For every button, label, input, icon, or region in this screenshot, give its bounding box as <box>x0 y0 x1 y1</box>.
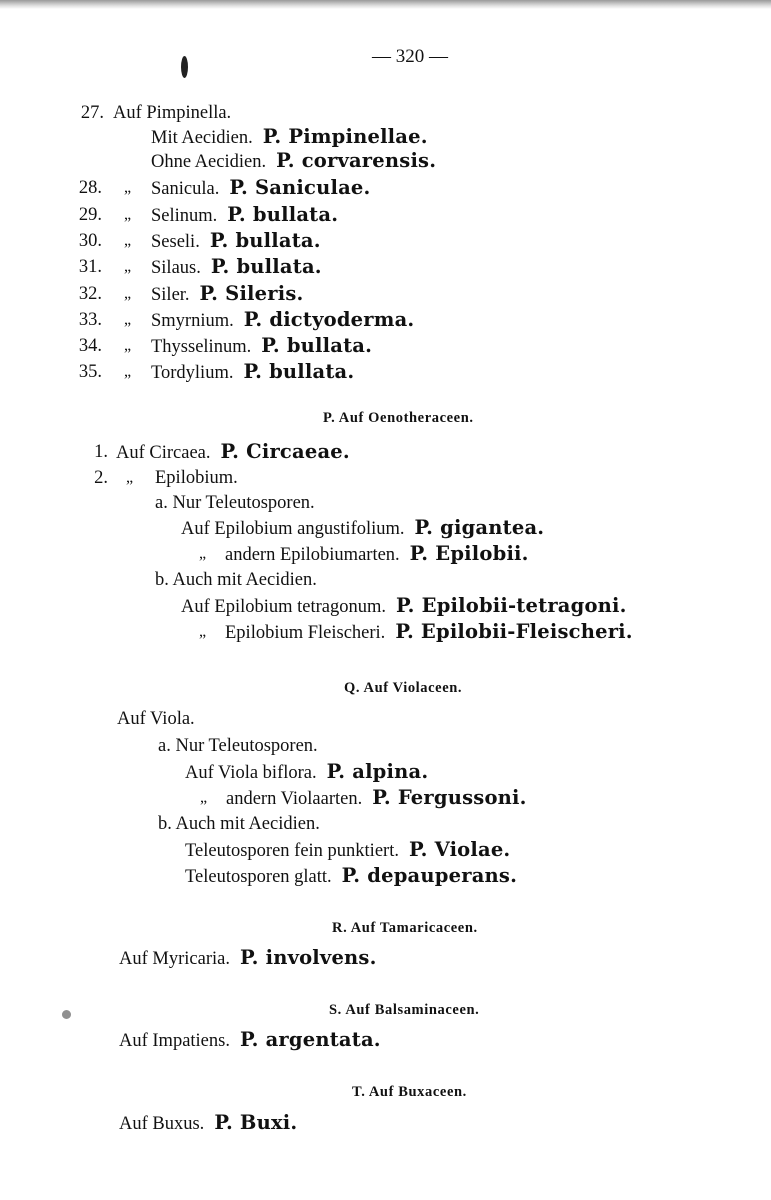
list-item <box>119 1028 381 1053</box>
subsection-label: a. Nur Teleutosporen. <box>158 736 318 756</box>
species-name: P. Epilobii. <box>409 542 529 565</box>
list-item-host: Thysselinum. <box>151 337 252 357</box>
section-heading: R. Auf Tamaricaceen. <box>332 920 478 936</box>
list-item-text: andern Violaarten. <box>226 789 363 809</box>
ink-blot <box>181 56 188 78</box>
species-name: P. bullata. <box>261 334 373 357</box>
list-item-host: Auf Pimpinella. <box>113 103 232 123</box>
list-number: 30. <box>78 231 102 251</box>
species-name: P. Saniculae. <box>229 176 371 199</box>
list-item <box>119 1111 297 1136</box>
list-number: 1. <box>94 442 108 462</box>
species-name: P. bullata. <box>209 229 321 252</box>
subsection-label: a. Nur Teleutosporen. <box>155 493 315 513</box>
list-item-host: Selinum. <box>151 206 218 226</box>
page-number: — 320 — <box>372 46 448 67</box>
list-item <box>225 542 529 567</box>
list-item-host: Smyrnium. <box>151 311 234 331</box>
list-item-text: andern Epilobiumarten. <box>225 545 400 565</box>
ditto-mark: „ <box>124 206 132 223</box>
list-item-text: Auf Epilobium angustifolium. <box>181 519 405 539</box>
list-item <box>119 946 377 971</box>
list-item <box>151 360 354 385</box>
species-name: P. Pimpinellae. <box>262 125 428 148</box>
ditto-mark: „ <box>199 545 207 562</box>
species-name: P. alpina. <box>326 760 429 783</box>
list-item <box>181 516 544 541</box>
subsection-label: b. Auch mit Aecidien. <box>158 814 320 834</box>
list-item-host: Epilobium. <box>155 468 238 488</box>
list-item <box>185 760 428 785</box>
list-item-text: Mit Aecidien. <box>151 128 253 148</box>
species-name: P. depauperans. <box>341 864 518 887</box>
list-item-host: Seseli. <box>151 232 200 252</box>
list-item <box>151 125 428 150</box>
list-number: 2. <box>94 468 108 488</box>
ditto-mark: „ <box>124 232 132 249</box>
section-heading: S. Auf Balsaminaceen. <box>329 1002 480 1018</box>
list-item <box>151 176 371 201</box>
ditto-mark: „ <box>124 179 132 196</box>
section-heading: T. Auf Buxaceen. <box>352 1084 467 1100</box>
page-top-edge <box>0 0 771 9</box>
list-item <box>151 255 322 280</box>
list-number: 33. <box>78 310 102 330</box>
ditto-mark: „ <box>124 285 132 302</box>
ditto-mark: „ <box>124 311 132 328</box>
section-heading: P. Auf Oenotheraceen. <box>323 410 474 426</box>
list-item <box>151 282 304 307</box>
ditto-mark: „ <box>199 623 207 640</box>
section-heading: Q. Auf Violaceen. <box>344 680 463 696</box>
list-item-text: Auf Impatiens. <box>119 1031 230 1051</box>
species-name: P. Circaeae. <box>220 440 350 463</box>
list-item <box>185 838 510 863</box>
species-name: P. bullata. <box>227 203 339 226</box>
list-item-text: Auf Viola biflora. <box>185 763 317 783</box>
ditto-mark: „ <box>126 469 134 486</box>
list-item <box>181 594 627 619</box>
ink-blot <box>62 1010 71 1019</box>
species-name: P. bullata. <box>210 255 322 278</box>
list-item <box>225 620 633 645</box>
list-item-text: Epilobium Fleischeri. <box>225 623 386 643</box>
list-item-host: Auf Circaea. <box>116 443 211 463</box>
species-name: P. corvarensis. <box>276 149 437 172</box>
species-name: P. Buxi. <box>214 1111 298 1134</box>
list-number: 29. <box>78 205 102 225</box>
species-name: P. dictyoderma. <box>243 308 415 331</box>
list-item <box>226 786 527 811</box>
species-name: P. Epilobii-tetragoni. <box>396 594 627 617</box>
list-number: 35. <box>78 362 102 382</box>
subsection-label: b. Auch mit Aecidien. <box>155 570 317 590</box>
list-item <box>151 308 414 333</box>
list-item <box>151 149 436 174</box>
ditto-mark: „ <box>200 789 208 806</box>
list-number: 31. <box>78 257 102 277</box>
list-number: 32. <box>78 284 102 304</box>
list-item-host: Siler. <box>151 285 190 305</box>
species-name: P. gigantea. <box>414 516 545 539</box>
list-item <box>185 864 517 889</box>
ditto-mark: „ <box>124 258 132 275</box>
list-item-host: Sanicula. <box>151 179 220 199</box>
list-item-text: Teleutosporen glatt. <box>185 867 332 887</box>
list-item-host: Auf Viola. <box>117 709 195 729</box>
list-item-text: Ohne Aecidien. <box>151 152 267 172</box>
list-number: 34. <box>78 336 102 356</box>
list-item-text: Auf Myricaria. <box>119 949 230 969</box>
species-name: P. bullata. <box>243 360 355 383</box>
list-item <box>151 229 321 254</box>
species-name: P. Violae. <box>408 838 511 861</box>
list-item <box>151 203 338 228</box>
species-name: P. involvens. <box>239 946 377 969</box>
species-name: P. Epilobii-Fleischeri. <box>395 620 633 643</box>
ditto-mark: „ <box>124 337 132 354</box>
list-item-text: Auf Buxus. <box>119 1114 205 1134</box>
list-number: 28. <box>78 178 102 198</box>
species-name: P. Fergussoni. <box>372 786 527 809</box>
ditto-mark: „ <box>124 363 132 380</box>
species-name: P. argentata. <box>239 1028 381 1051</box>
list-item-host: Tordylium. <box>151 363 234 383</box>
list-item-host: Silaus. <box>151 258 201 278</box>
list-item <box>116 440 350 465</box>
list-item-text: Teleutosporen fein punktiert. <box>185 841 399 861</box>
list-number: 27. <box>80 103 104 123</box>
list-item-text: Auf Epilobium tetragonum. <box>181 597 387 617</box>
list-item <box>151 334 372 359</box>
species-name: P. Sileris. <box>199 282 304 305</box>
